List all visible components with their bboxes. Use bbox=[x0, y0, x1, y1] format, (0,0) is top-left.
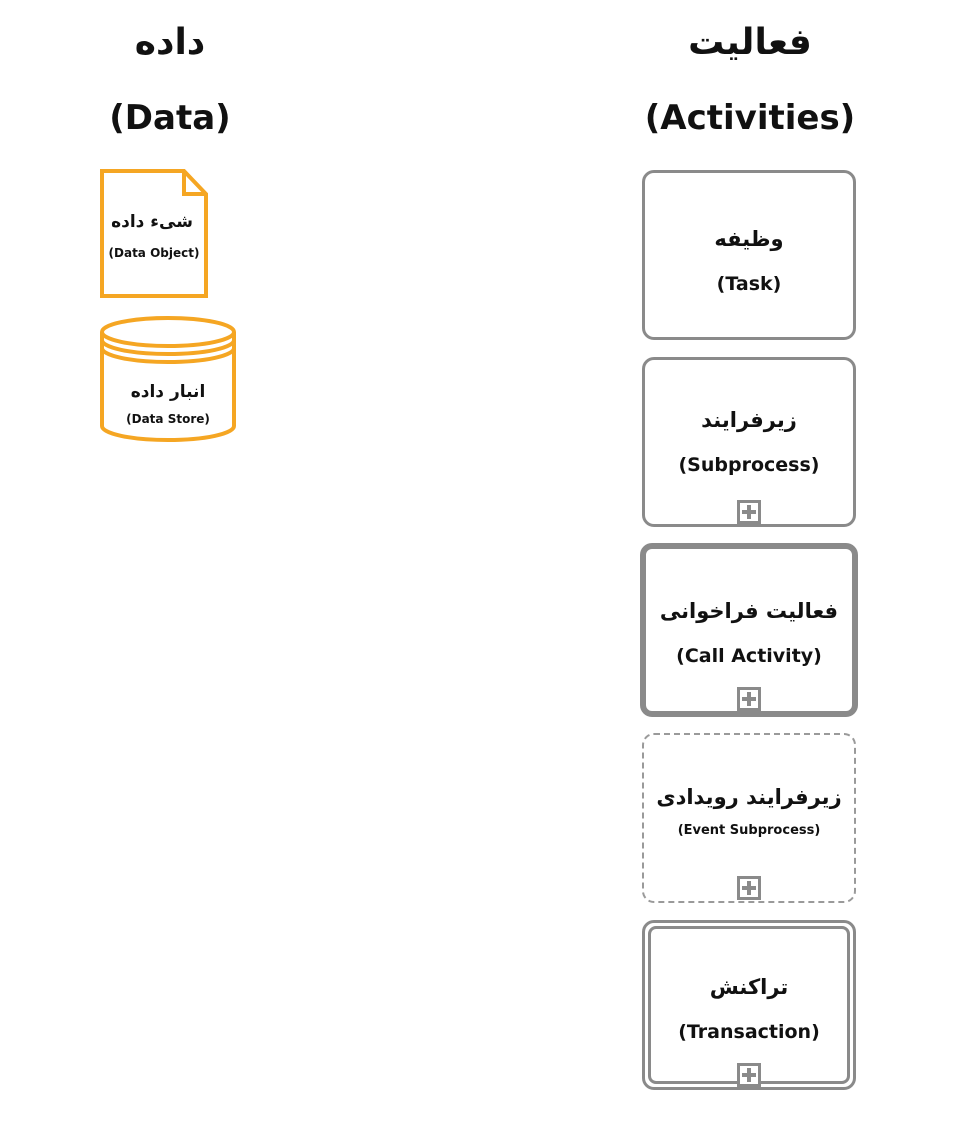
plus-icon bbox=[737, 1063, 761, 1087]
transaction-inner-border bbox=[648, 926, 850, 1084]
data-store-label-en: (Data Store) bbox=[126, 412, 210, 426]
data-column-subtitle: (Data) bbox=[109, 98, 231, 138]
activity-event-subprocess[interactable] bbox=[642, 733, 856, 903]
task-label-en: (Task) bbox=[716, 273, 782, 295]
document-icon bbox=[98, 168, 210, 300]
task-label-fa: وظیفه bbox=[714, 227, 784, 251]
event-subprocess-label-en: (Event Subprocess) bbox=[677, 823, 821, 838]
activity-transaction[interactable] bbox=[642, 920, 856, 1090]
call-activity-label-fa: فعالیت فراخوانی bbox=[659, 599, 839, 623]
subprocess-label-fa: زیرفرایند bbox=[701, 408, 797, 432]
activity-subprocess[interactable] bbox=[642, 357, 856, 527]
data-store-label-fa: انبار داده bbox=[130, 382, 206, 402]
transaction-label-en: (Transaction) bbox=[678, 1021, 820, 1043]
data-object[interactable] bbox=[98, 168, 210, 300]
subprocess-label-en: (Subprocess) bbox=[678, 454, 820, 476]
data-column-title: داده bbox=[134, 22, 206, 63]
plus-icon bbox=[737, 687, 761, 711]
event-subprocess-label-fa: زیرفرایند رویدادی bbox=[656, 785, 842, 809]
activity-call-activity[interactable] bbox=[640, 543, 858, 717]
plus-icon bbox=[737, 876, 761, 900]
transaction-label-fa: تراکنش bbox=[709, 975, 789, 999]
call-activity-label-en: (Call Activity) bbox=[676, 645, 822, 667]
activity-task[interactable] bbox=[642, 170, 856, 340]
activities-column-subtitle: (Activities) bbox=[644, 98, 856, 138]
data-object-label-en: (Data Object) bbox=[108, 246, 200, 260]
plus-icon bbox=[737, 500, 761, 524]
activities-column-title: فعالیت bbox=[688, 22, 812, 63]
data-object-label-fa: شیء داده bbox=[111, 212, 193, 232]
data-store[interactable] bbox=[98, 314, 238, 444]
